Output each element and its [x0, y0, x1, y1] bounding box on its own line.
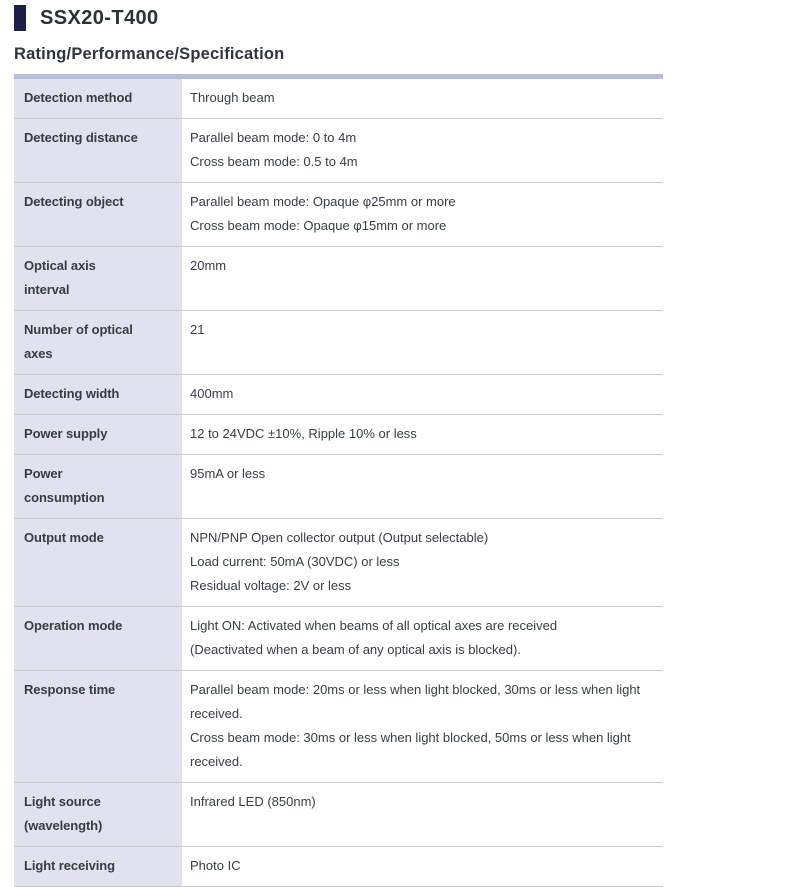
spec-label-text: Response time — [24, 682, 116, 697]
spec-value-line: 95mA or less — [190, 466, 266, 481]
page-title: SSX20-T400 — [40, 6, 159, 29]
spec-value-line: Photo IC — [190, 858, 241, 873]
spec-value-line: Light ON: Activated when beams of all optical axes are received — [190, 618, 558, 633]
spec-value — [182, 77, 663, 119]
spec-value-line: 400mm — [190, 386, 234, 401]
table-row — [14, 455, 663, 519]
section-heading: Rating/Performance/Specification — [14, 45, 285, 63]
spec-value-line: NPN/PNP Open collector output (Output selectable) — [190, 530, 489, 545]
table-row — [14, 183, 663, 247]
spec-label-text: Power supply — [24, 426, 108, 441]
spec-label — [14, 415, 182, 455]
spec-value-line: 21 — [190, 322, 205, 337]
spec-value — [182, 415, 663, 455]
spec-value-line: Parallel beam mode: 0 to 4m — [190, 130, 357, 145]
table-row — [14, 375, 663, 415]
spec-label — [14, 119, 182, 183]
table-row — [14, 847, 663, 887]
table-row — [14, 783, 663, 847]
table-row — [14, 119, 663, 183]
spec-label-text: Operation mode — [24, 618, 123, 633]
spec-label — [14, 783, 182, 847]
spec-value-line: Cross beam mode: 0.5 to 4m — [190, 154, 358, 169]
spec-value-line: 12 to 24VDC ±10%, Ripple 10% or less — [190, 426, 417, 441]
spec-value — [182, 783, 663, 847]
table-row — [14, 607, 663, 671]
spec-label-text: Power consumption — [24, 466, 105, 505]
spec-value-line: Load current: 50mA (30VDC) or less — [190, 554, 400, 569]
spec-label — [14, 77, 182, 119]
spec-value-line: Through beam — [190, 90, 275, 105]
table-row — [14, 311, 663, 375]
spec-value-line: Parallel beam mode: Opaque φ25mm or more — [190, 194, 456, 209]
spec-value — [182, 671, 663, 783]
spec-label-text: Light receiving — [24, 858, 115, 873]
spec-value — [182, 183, 663, 247]
spec-label — [14, 247, 182, 311]
specification-table — [14, 74, 663, 887]
spec-label-text: Detecting width — [24, 386, 120, 401]
table-row — [14, 671, 663, 783]
spec-label — [14, 519, 182, 607]
spec-value-line: 20mm — [190, 258, 227, 273]
spec-label-text: Output mode — [24, 530, 104, 545]
spec-value-line: Residual voltage: 2V or less — [190, 578, 352, 593]
spec-label — [14, 375, 182, 415]
table-row — [14, 77, 663, 119]
spec-value — [182, 607, 663, 671]
spec-label-text: Detecting object — [24, 194, 124, 209]
table-row — [14, 519, 663, 607]
spec-value — [182, 375, 663, 415]
table-row — [14, 247, 663, 311]
spec-label-text: Light source (wavelength) — [24, 794, 103, 833]
spec-value-line: Cross beam mode: 30ms or less when light blocked, 50ms or less when light received. — [190, 730, 631, 769]
spec-label-text: Number of optical axes — [24, 322, 133, 361]
spec-value-line: (Deactivated when a beam of any optical axis is blocked). — [190, 642, 521, 657]
spec-value — [182, 519, 663, 607]
spec-label — [14, 311, 182, 375]
spec-label-text: Optical axis interval — [24, 258, 96, 297]
spec-value — [182, 311, 663, 375]
spec-value-line: Infrared LED (850nm) — [190, 794, 316, 809]
spec-label — [14, 183, 182, 247]
product-title-row — [14, 4, 786, 32]
spec-label — [14, 671, 182, 783]
spec-label-text: Detection method — [24, 90, 133, 105]
spec-value — [182, 119, 663, 183]
spec-value — [182, 847, 663, 887]
spec-label — [14, 455, 182, 519]
spec-value-line: Cross beam mode: Opaque φ15mm or more — [190, 218, 447, 233]
spec-value-line: Parallel beam mode: 20ms or less when light blocked, 30ms or less when light received. — [190, 682, 641, 721]
spec-label — [14, 607, 182, 671]
spec-label — [14, 847, 182, 887]
table-row — [14, 415, 663, 455]
spec-value — [182, 455, 663, 519]
spec-value — [182, 247, 663, 311]
spec-label-text: Detecting distance — [24, 130, 138, 145]
title-accent-bar — [14, 5, 26, 31]
